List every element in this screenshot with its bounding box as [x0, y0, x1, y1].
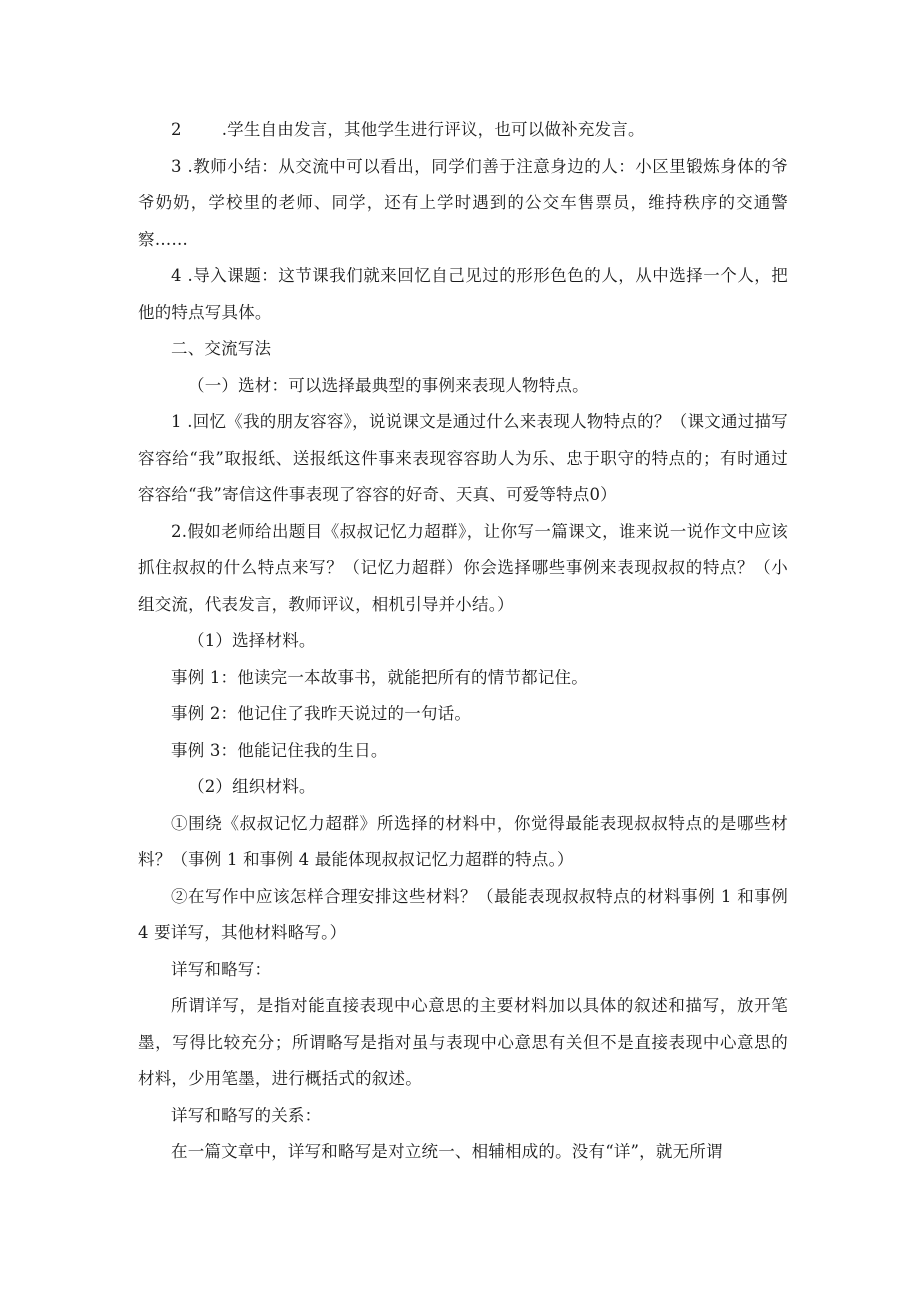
- step-text: .学生自由发言，其他学生进行评议，也可以做补充发言。: [221, 120, 645, 139]
- sub-heading-select-material: （1）选择材料。: [188, 631, 316, 650]
- definition-paragraph: 所谓详写，是指对能直接表现中心意思的主要材料加以具体的叙述和描写，放开笔墨，写得比较充分；所谓略写是指对虽与表现中心意思有关但不是直接表现中心意思的材料，少用笔墨，进行概括式的叙述。: [138, 996, 788, 1088]
- sub-heading-organize-material: （2）组织材料。: [188, 777, 316, 796]
- paragraph-item-2: 2.假如老师给出题目《叔叔记忆力超群》，让你写一篇课文，谁来说一说作文中应该抓住叔叔的什么特点来写？（记忆力超群）你会选择哪些事例来表现叔叔的特点？（小组交流，代表发言，教师评议，相机引导并小结。）: [138, 521, 788, 614]
- paragraph-step-3: 3 .教师小结：从交流中可以看出，同学们善于注意身边的人：小区里锻炼身体的爷爷奶奶，学校里的老师、同学，还有上学时遇到的公交车售票员，维持秩序的交通警察……: [138, 156, 788, 249]
- paragraph-step-4: 4 .导入课题：这节课我们就来回忆自己见过的形形色色的人，从中选择一个人，把他的特点写具体。: [138, 266, 788, 322]
- document-body: [138, 112, 788, 1171]
- term-heading-detail-brief: 详写和略写：: [171, 959, 272, 979]
- step-number: 2: [171, 120, 182, 139]
- paragraph-item-1: 1 .回忆《我的朋友容容》，说说课文是通过什么来表现人物特点的？（课文通过描写容容给“我”取报纸、送报纸这件事来表现容容助人为乐、忠于职守的特点的；有时通过容容给“我”寄信这件事表现了容容的好奇、天真、可爱等特点0）: [138, 412, 788, 504]
- relationship-paragraph: 在一篇文章中，详写和略写是对立统一、相辅相成的。没有“详”，就无所谓: [171, 1142, 723, 1161]
- question-1: ①围绕《叔叔记忆力超群》所选择的材料中，你觉得最能表现叔叔特点的是哪些材料？（事例 1 和事例 4 最能体现叔叔记忆力超群的特点。）: [138, 813, 788, 869]
- example-1: 事例 1：他读完一本故事书，就能把所有的情节都记住。: [171, 667, 588, 687]
- question-2: ②在写作中应该怎样合理安排这些材料？（最能表现叔叔特点的材料事例 1 和事例 4 要详写，其他材料略写。）: [138, 886, 788, 942]
- term-heading-relationship: 详写和略写的关系：: [171, 1105, 322, 1125]
- section-heading-2: 二、交流写法: [171, 339, 272, 358]
- example-3: 事例 3：他能记住我的生日。: [171, 740, 388, 760]
- paragraph-step-2: [138, 112, 788, 149]
- example-2: 事例 2：他记住了我昨天说过的一句话。: [171, 704, 472, 723]
- subsection-heading-1: （一）选材：可以选择最典型的事例来表现人物特点。: [188, 375, 589, 395]
